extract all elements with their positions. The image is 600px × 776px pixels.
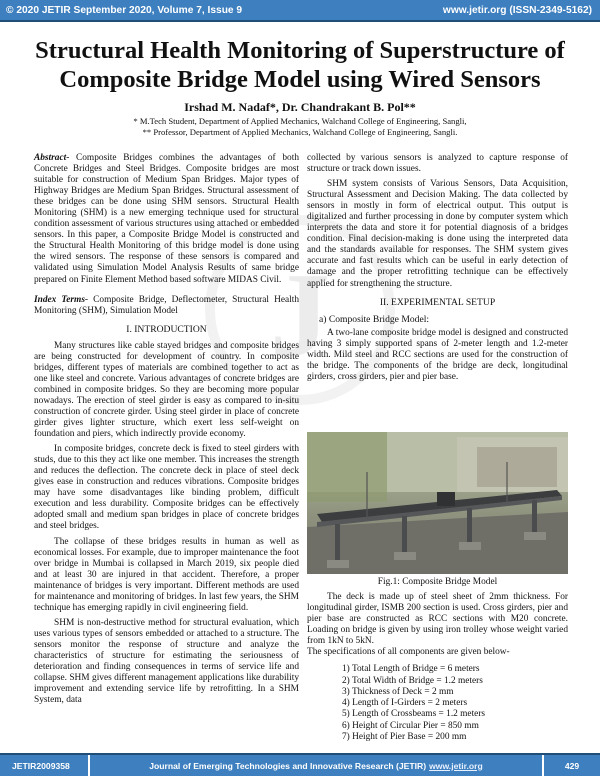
intro-paragraph: The collapse of these bridges results in human as well as economical losses. For example, due to improper maintenance the foot over bridge in Mumbai is collapsed in March 2019, six people died and at least 30 are injured in that accident. Therefore, a proper maintenance of bridges is very important. Different methods are used for maintenance and monitoring of bridges. In last few years, the SHM technique has emerging rapidly in civil engineering field. — [34, 536, 299, 613]
index-terms-label: Index Terms- — [34, 294, 89, 305]
abstract — [34, 153, 299, 286]
spec-intro: The specifications of all components are given below- — [307, 647, 510, 658]
paper-authors: Irshad M. Nadaf*, Dr. Chandrakant B. Pol** — [184, 100, 416, 114]
list-item: 3) Thickness of Deck = 2 mm — [342, 686, 454, 697]
list-item: 5) Length of Crossbeams = 1.2 meters — [342, 709, 486, 720]
right-column — [307, 153, 568, 383]
list-item: 2) Total Width of Bridge = 1.2 meters — [342, 675, 483, 686]
list-item: 6) Height of Circular Pier = 850 mm — [342, 720, 479, 731]
paper-title: Structural Health Monitoring of Superstructure of Composite Bridge Model using Wired Sensors — [35, 37, 565, 93]
journal-header-bar — [0, 0, 600, 20]
header-issue-info: © 2020 JETIR September 2020, Volume 7, Issue 9 — [6, 4, 243, 16]
list-item: 7) Height of Pier Base = 200 mm — [342, 732, 467, 743]
right-column-lower — [307, 592, 568, 743]
footer-paper-id: JETIR2009358 — [12, 760, 70, 771]
subsection-heading-bridge-model: a) Composite Bridge Model: — [319, 313, 430, 325]
abstract-text: Composite Bridges combines the advantages of both Concrete Bridges and Steel Bridges. Composite bridges are most suitable for construction of Medium Span Bridges. Major types of Highway Bridges are Medium Span Bridges. Structural assessment of these bridges can be done using SHM sensors. Structural Health Monitoring (SHM) is a new emerging technique used for structural condition assessment of various structures using attached or embedded sensors. In this paper, a Composite Bridge Model is constructed and the Structural Health Monitoring of this bridge model is done using the wired sensors. The response of these sensors is compared and validated using Simulation Model Analysis Results of same bridge prepared on Finite Element Method based software MIDAS Civil. — [34, 153, 299, 285]
page-number: 429 — [564, 760, 580, 771]
intro-paragraph: In composite bridges, concrete deck is fixed to steel girders with studs, due to this they act like one member. This increases the strength and reduces the deflection. The concrete deck in place of steel deck gives ease in construction and reduces vibrations. Composite bridges may have some disadvantages like binding problem, difficult execution and less durability. Composite bridges can be effectively adopted small and medium span bridges in place of concrete bridges and steel bridges. — [34, 444, 299, 532]
journal-footer-bar — [0, 755, 600, 776]
list-item: 4) Length of I-Girders = 2 meters — [342, 698, 468, 709]
spec-list — [342, 664, 568, 743]
header-journal-site: www.jetir.org (ISSN-2349-5162) — [442, 4, 592, 16]
section-heading-experimental-setup: II. EXPERIMENTAL SETUP — [379, 296, 496, 308]
bridge-model-photo — [307, 432, 568, 574]
figure-caption: Fig.1: Composite Bridge Model — [377, 577, 498, 587]
affiliation-1: * M.Tech Student, Department of Applied Mechanics, Walchand College of Engineering, Sangli, — [133, 116, 467, 126]
bridge-model-illustration — [307, 432, 568, 574]
body-paragraph: A two-lane composite bridge model is designed and constructed having 3 simply supported spans of 2-meter length and 1.2-meter width. Mild steel and RCC sections are used for the construction of the bridge. The components of the bridge are deck, longitudinal girders, cross girders, pier and pier base. — [307, 327, 568, 382]
header-rule — [0, 20, 600, 22]
body-paragraph: SHM system consists of Various Sensors, Data Acquisition, Structural Assessment and Decision Making. The data collected by sensors in mostly in form of electrical output. This output is digitalized and further processing in done by computer system which interprets the data and store it for potential diagnosis of a bridges condition. Final decision-making is done using the interpreted data and the standards available for responses. The SHM system gives accurate and fast results which can be useful in early detection of damage and the proper retrofitting technique can be effectively applied for strengthening the structure. — [307, 179, 568, 289]
footer-journal-name: Journal of Emerging Technologies and Innovative Research (JETIR) — [149, 760, 427, 771]
affiliation-2: ** Professor, Department of Applied Mechanics, Walchand College of Engineering, Sangli. — [142, 127, 458, 137]
footer-journal — [88, 755, 544, 776]
body-paragraph: collected by various sensors is analyzed to capture response of structure or track down issues. — [307, 153, 568, 175]
section-heading-introduction: I. INTRODUCTION — [126, 323, 207, 335]
footer-journal-link[interactable]: www.jetir.org — [429, 760, 483, 771]
abstract-label: Abstract- — [34, 153, 70, 163]
list-item: 1) Total Length of Bridge = 6 meters — [342, 664, 480, 675]
intro-paragraph: Many structures like cable stayed bridges and composite bridges are being constructed for development of country. In composite bridges, different types of materials are combined together to act as one like steel and concrete. Various advantages of concrete bridges are combined in composite bridges. So they are becoming more popular nowadays. The erection of steel girder is easy as compared to in-situ construction of concrete girder. Using steel girder in place of concrete girder gives lighter structure, which exert less self-weight on foundation and piers, which indirectly provide economy. — [34, 340, 299, 440]
left-column — [34, 153, 299, 706]
intro-paragraph: SHM is non-destructive method for structural evaluation, which uses various types of sensors embedded or attached to a structure. The sensors monitor the response of structure and analyze the characteristics of structure for estimating the seriousness of deterioration and finding consequences in terms of service life and collapse. SHM gives different management applications like durability improvement and extending service life by retrofitting. In a SHM System, data — [34, 617, 299, 706]
body-paragraph: The deck is made up of steel sheet of 2mm thickness. For longitudinal girder, ISMB 200 section is used. Cross girders, pier and pier base are constructed as RCC sections with M20 concrete. Loading on bridge is given by using iron trolley whose weight varied from 1kN to 5kN. — [307, 592, 568, 647]
index-terms-text: Composite Bridge, Deflectometer, Structural Health Monitoring (SHM), Simulation Model — [34, 294, 299, 316]
index-terms — [34, 295, 299, 317]
watermark-logo: J — [270, 248, 330, 381]
footer-rule — [0, 753, 600, 755]
